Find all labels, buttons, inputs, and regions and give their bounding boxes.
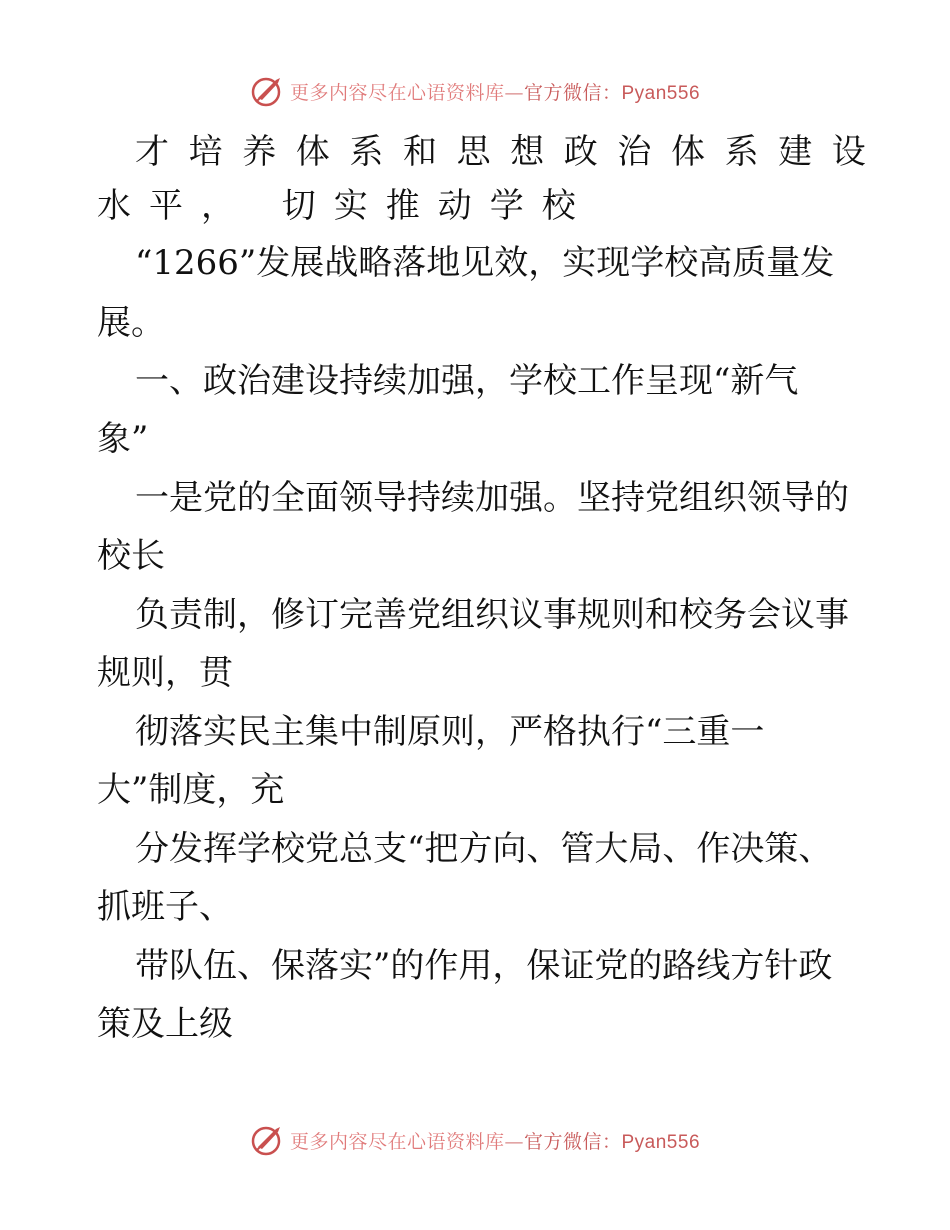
text-line: 带队伍、保落实”的作用，保证党的路线方针政 [135,946,833,986]
text-line: 分发挥学校党总支“把方向、管大局、作决策、 [135,829,833,869]
text-line: 校长 [97,536,165,576]
text-line: 负责制，修订完善党组织议事规则和校务会议事 [135,595,849,635]
quill-logo-icon [250,74,286,108]
footer-watermark [0,1120,950,1160]
section-heading: 一、政治建设持续加强，学校工作呈现“新气 [135,361,799,401]
text-line: “1266”发展战略落地见效，实现学校高质量发 [135,243,835,283]
quill-logo-icon [250,1123,286,1157]
text-line: 规则，贯 [97,653,233,693]
text-line: 抓班子、 [97,887,233,927]
text-line: 象” [97,419,149,459]
watermark-text: 更多内容尽在心语资料库—官方微信：Pyan556 [289,1130,701,1153]
text-line: 策及上级 [97,1004,233,1044]
text-line: 才培养体系和思想政治体系建设 [135,132,886,172]
text-line: 彻落实民主集中制原则，严格执行“三重一 [135,712,765,752]
text-line: 大”制度，充 [97,770,285,810]
watermark-text: 更多内容尽在心语资料库—官方微信：Pyan556 [289,81,701,104]
text-line: 展。 [97,303,165,343]
text-line: 水平， 切实推动学校 [97,186,594,226]
text-line: 一是党的全面领导持续加强。坚持党组织领导的 [135,478,849,518]
header-watermark [0,71,950,111]
